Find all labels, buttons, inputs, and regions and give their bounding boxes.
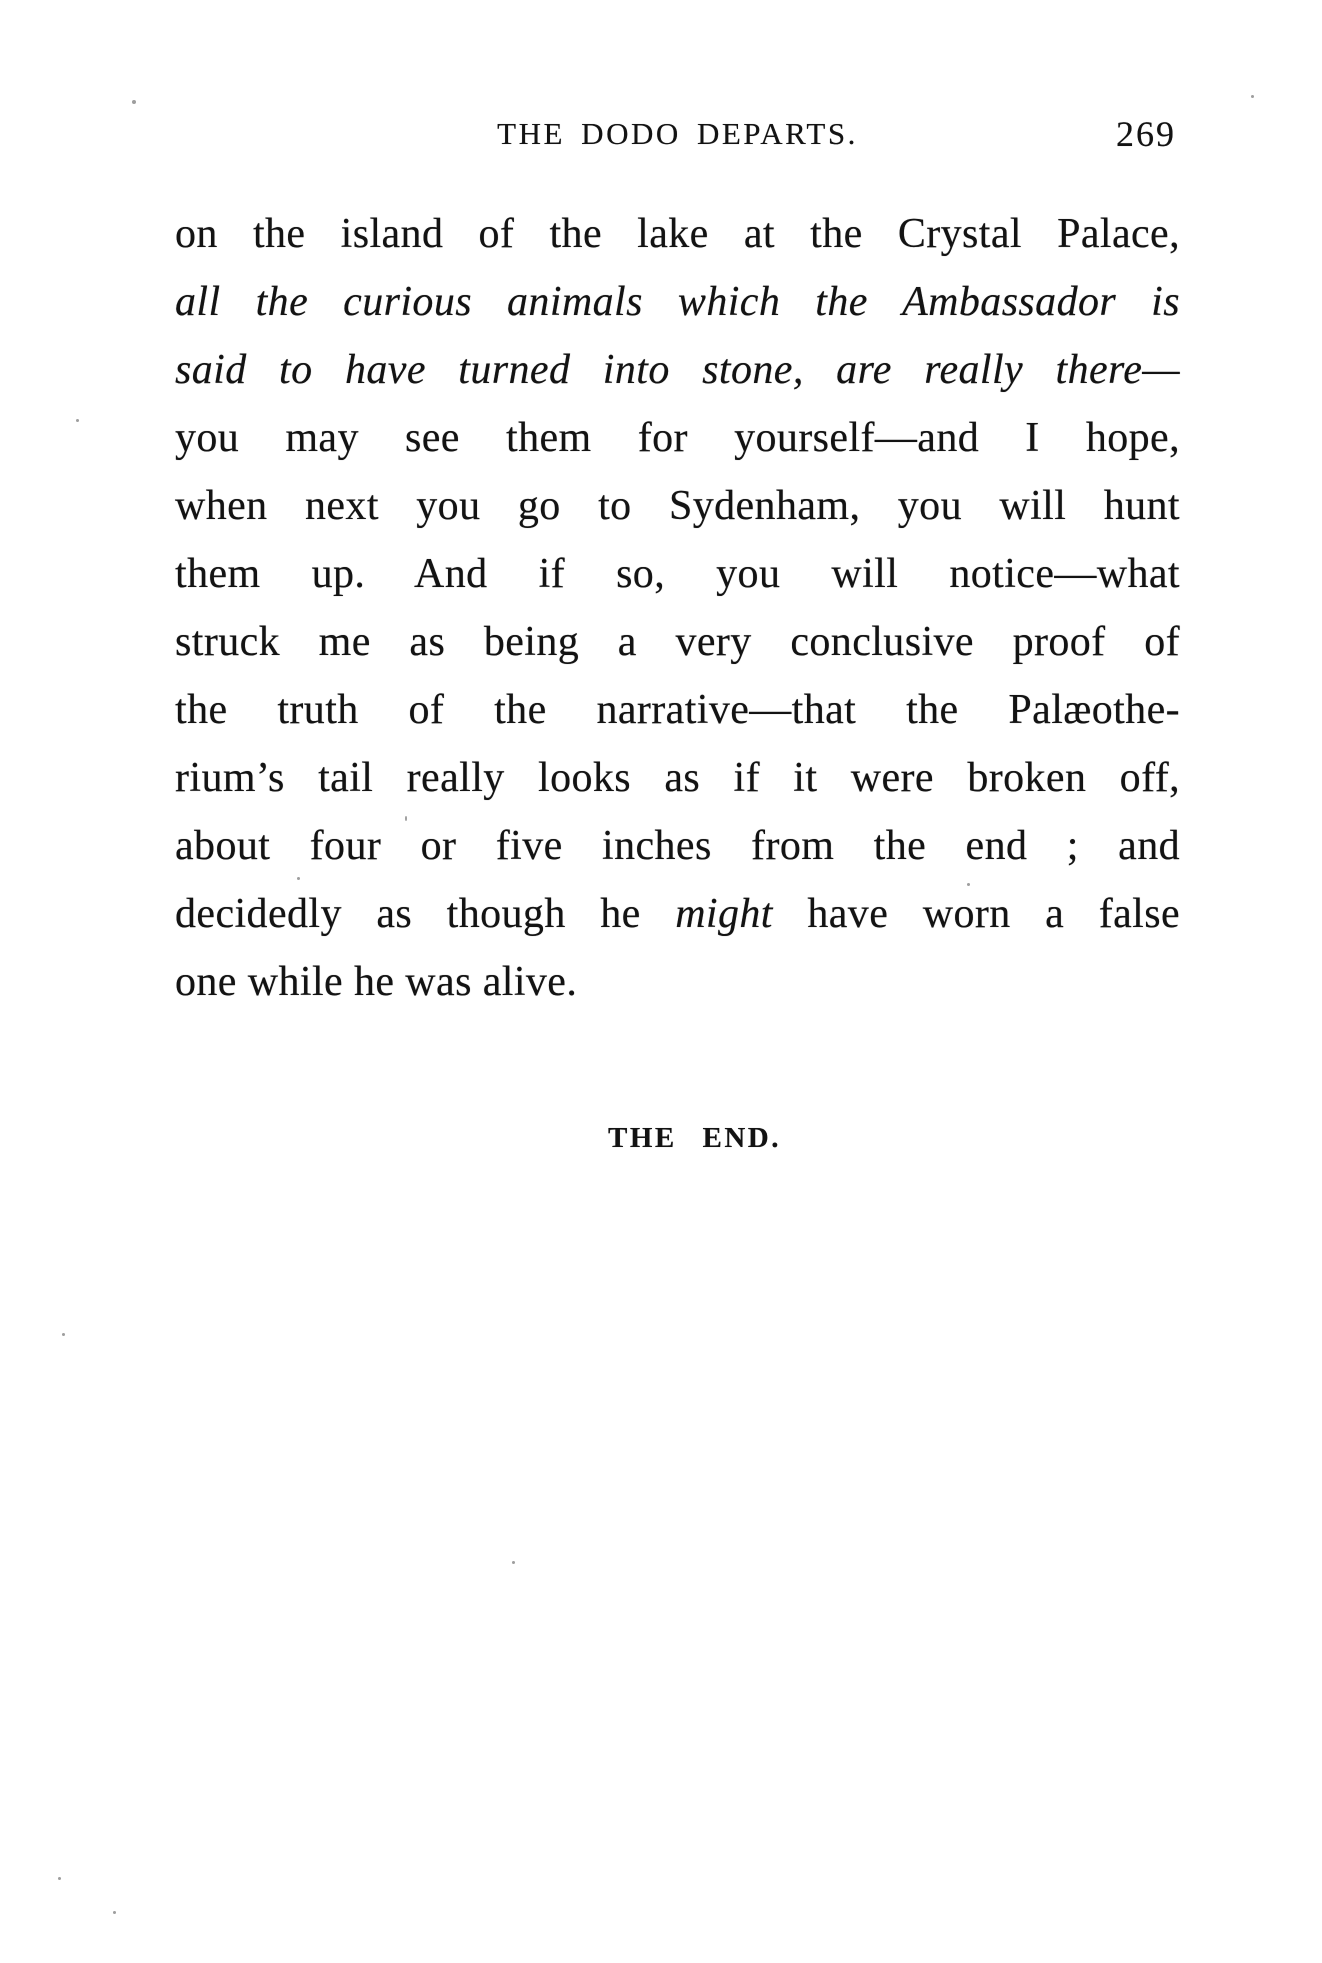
scan-speck <box>113 1911 116 1914</box>
text-segment: struck me as being a very conclusive proof of <box>175 619 1180 665</box>
scan-speck <box>132 100 136 104</box>
scan-speck <box>297 877 300 880</box>
text-block <box>175 0 1180 1155</box>
text-line <box>175 880 1180 948</box>
italic-text-segment: said to have turned into stone, are really there— <box>175 347 1180 393</box>
text-line <box>175 336 1180 404</box>
the-end-label: THE END. <box>608 1122 781 1154</box>
scan-speck <box>58 1877 61 1880</box>
text-segment: on the island of the lake at the Crystal Palace, <box>175 211 1180 257</box>
text-line <box>175 268 1180 336</box>
body-text <box>175 200 1180 1016</box>
text-line <box>175 608 1180 676</box>
text-segment: rium’s tail really looks as if it were broken off, <box>175 755 1180 801</box>
text-line <box>175 812 1180 880</box>
text-segment: one while he was alive. <box>175 959 578 1005</box>
scan-speck <box>967 883 970 886</box>
text-segment: have worn a false <box>772 891 1180 937</box>
page-header <box>175 112 1180 156</box>
text-line <box>175 200 1180 268</box>
scan-speck <box>405 816 407 821</box>
text-segment: when next you go to Sydenham, you will hunt <box>175 483 1180 529</box>
text-line <box>175 744 1180 812</box>
running-title: THE DODO DEPARTS. <box>497 116 858 151</box>
italic-text-segment: might <box>675 891 773 937</box>
text-segment: you may see them for yourself—and I hope, <box>175 415 1180 461</box>
scan-speck <box>76 419 79 422</box>
text-line <box>175 676 1180 744</box>
italic-text-segment: all the curious animals which the Ambassador is <box>175 279 1180 325</box>
text-segment: them up. And if so, you will notice—what <box>175 551 1180 597</box>
text-segment: the truth of the narrative—that the Palæothe- <box>175 687 1180 733</box>
text-line <box>175 948 1180 1016</box>
text-line <box>175 472 1180 540</box>
scan-speck <box>1251 95 1254 98</box>
text-line <box>175 404 1180 472</box>
page-number: 269 <box>1116 114 1176 154</box>
text-line <box>175 540 1180 608</box>
scan-speck <box>62 1333 65 1336</box>
text-segment: decidedly as though he <box>175 891 676 937</box>
scan-speck <box>512 1561 515 1564</box>
text-segment: about four or five inches from the end ; and <box>175 823 1180 869</box>
